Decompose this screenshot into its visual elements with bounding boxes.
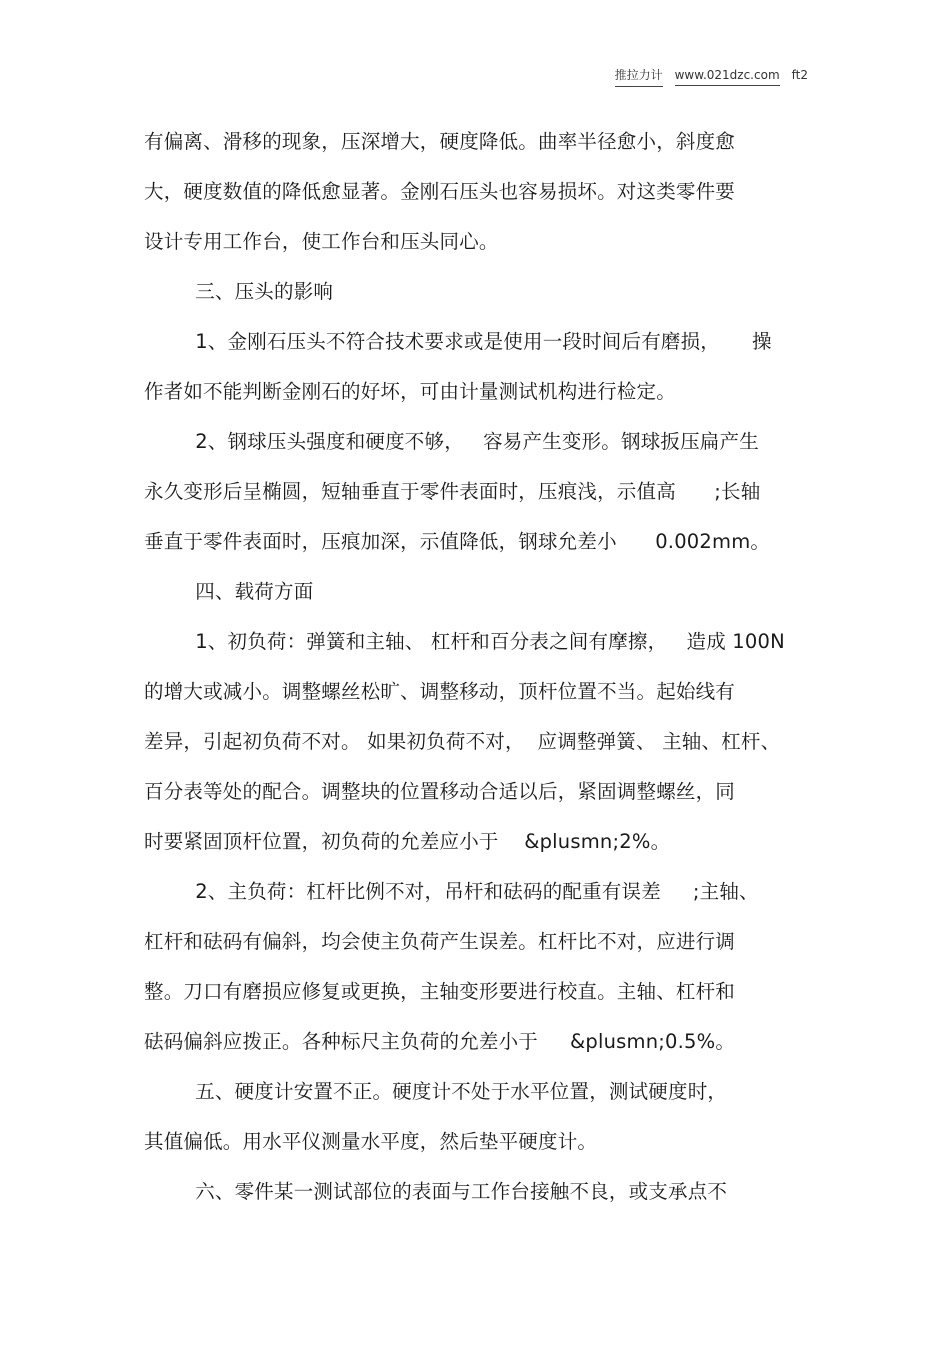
text-line: 的增大或减小。调整螺丝松旷、调整移动，顶杆位置不当。起始线有	[144, 680, 736, 703]
section-heading: 四、载荷方面	[144, 580, 314, 603]
text-line: 永久变形后呈椭圆，短轴垂直于零件表面时，压痕浅，示值高 ;长轴	[144, 480, 761, 503]
text-line: 差异，引起初负荷不对。 如果初负荷不对， 应调整弹簧、 主轴、杠杆、	[144, 730, 781, 753]
text-line: 1、金刚石压头不符合技术要求或是使用一段时间后有磨损， 操	[144, 330, 772, 353]
text-line: 百分表等处的配合。调整块的位置移动合适以后，紧固调整螺丝，同	[144, 780, 736, 803]
text-line: 其值偏低。用水平仪测量水平度，然后垫平硬度计。	[144, 1130, 598, 1153]
text-line: 时要紧固顶杆位置，初负荷的允差应小于 &plusmn;2%。	[144, 830, 671, 853]
header-page-code: ft2	[791, 68, 808, 82]
text-line: 垂直于零件表面时，压痕加深，示值降低，钢球允差小 0.002mm。	[144, 530, 771, 553]
text-line: 2、主负荷：杠杆比例不对，吊杆和砝码的配重有误差 ;主轴、	[144, 880, 759, 903]
page-header	[615, 66, 808, 87]
section-heading: 三、压头的影响	[144, 280, 334, 303]
text-line: 设计专用工作台，使工作台和压头同心。	[144, 230, 499, 253]
text-line: 五、硬度计安置不正。硬度计不处于水平位置，测试硬度时，	[144, 1080, 728, 1103]
text-line: 2、钢球压头强度和硬度不够， 容易产生变形。钢球扳压扁产生	[144, 430, 759, 453]
text-line: 整。刀口有磨损应修复或更换，主轴变形要进行校直。主轴、杠杆和	[144, 980, 736, 1003]
header-brand: 推拉力计	[615, 66, 663, 87]
text-line: 大，硬度数值的降低愈显著。金刚石压头也容易损坏。对这类零件要	[144, 180, 736, 203]
text-line: 杠杆和砝码有偏斜，均会使主负荷产生误差。杠杆比不对，应进行调	[144, 930, 736, 953]
header-website: www.021dzc.com	[675, 68, 780, 86]
text-line: 作者如不能判断金刚石的好坏，可由计量测试机构进行检定。	[144, 380, 676, 403]
text-line: 1、初负荷：弹簧和主轴、 杠杆和百分表之间有摩擦， 造成 100N	[144, 630, 785, 653]
text-line: 六、零件某一测试部位的表面与工作台接触不良，或支承点不	[144, 1180, 728, 1203]
text-line: 有偏离、滑移的现象，压深增大，硬度降低。曲率半径愈小，斜度愈	[144, 130, 736, 153]
text-line: 砝码偏斜应拨正。各种标尺主负荷的允差小于 &plusmn;0.5%。	[144, 1030, 736, 1053]
